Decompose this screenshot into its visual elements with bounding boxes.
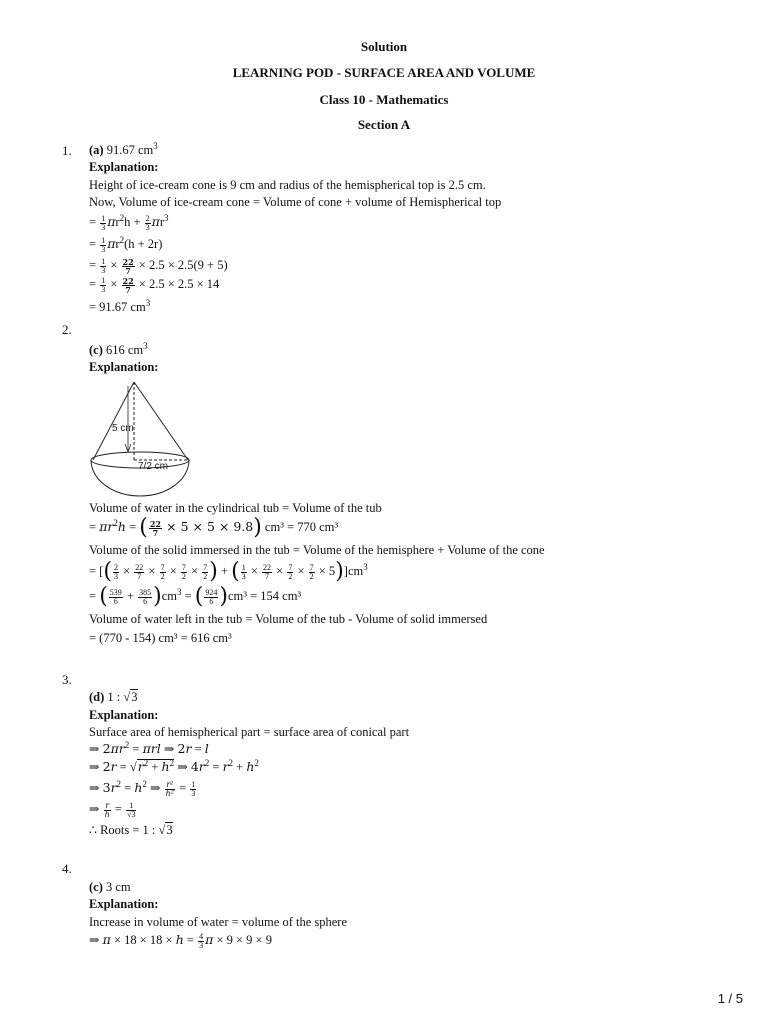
question-1-number: 1. [62,143,72,158]
question-2-line-1: Volume of water in the cylindrical tub = Volume of the tub [89,501,382,515]
section-title: Section A [357,117,411,132]
question-1-explanation-label: Explanation: [89,160,159,174]
question-3-answer: (d) 1 : √3 [89,690,138,704]
question-4-step-1: ⇒ π × 18 × 18 × h = $\frac{4}{3}$ π × 9 × 9 × 9 [89,931,272,950]
question-2-answer: (c) 616 $cm^3$ [89,341,148,357]
class-subtitle: Class 10 - Mathematics [319,92,449,107]
question-1-line-1: Height of ice-cream cone is 9 cm and radius of the hemispherical top is 2.5 cm. [89,178,486,192]
question-4-line-1: Increase in volume of water = volume of the sphere [89,915,347,929]
question-2-line-4: Volume of water left in the tub = Volume of the tub - Volume of solid immersed [89,612,488,626]
cone-hemisphere-figure [88,378,198,500]
question-3-number: 3. [62,672,72,687]
question-2-number: 2. [62,322,72,337]
question-3-line-1: Surface area of hemispherical part = surface area of conical part [89,725,410,739]
question-2-explanation-label: Explanation: [89,360,159,374]
question-3-roots: ∴ Roots = 1 : √3 [89,823,173,837]
answer-value: 3 cm [106,880,131,894]
question-1-step-1: = $\frac{1}{3}$ $\pi r^2h$ + $\frac{2}{3}$ $\pi r^3$ [89,213,169,232]
question-3-explanation-label: Explanation: [89,708,159,722]
question-3-step-1: ⇒ $2\pi r^2 = \pi rl$ ⇒ 2r = l [89,740,209,756]
question-1-step-2: = $\frac{1}{3}$ $\pi r^2(h + 2r)$ [89,235,163,254]
answer-option: (a) [89,143,104,157]
question-3-step-2: ⇒ $2r = √r^2 + h^2$ ⇒ $4r^2 = r^2 + h^2$ [89,758,259,774]
question-4-number: 4. [62,861,72,876]
answer-value: 91.67 cm [106,143,154,157]
question-2-line-5: = (770 - 154) cm³ = 616 cm³ [89,631,232,645]
question-1-answer: (a) 91.67 $cm^3$ [89,141,158,157]
answer-option: (c) [89,343,103,357]
radius-label: 7/2 cm [138,461,169,472]
question-1-line-2: Now, Volume of ice-cream cone = Volume of cone + volume of Hemispherical top [89,195,502,209]
question-1-result: = 91.67 $cm^3$ [89,298,151,314]
question-3-step-4: ⇒ $\frac{r}{h}$ = $\frac{1}{√3}$ [89,800,136,819]
question-2-line-2: Volume of the solid immersed in the tub = Volume of the hemisphere + Volume of the cone [89,543,545,557]
question-2-step-3: = ( $\frac{539}{6}$ + $\frac{385}{6}$ )$cm^3$ = ( $\frac{924}{6}$ )cm³ = 154 cm³ [89,584,302,610]
document-title: LEARNING POD - SURFACE AREA AND VOLUME [232,65,536,80]
question-1-step-4: = $\frac{1}{3}$ × $\frac{22}{7}$ × 2.5 × 2.5 × 14 [89,275,220,295]
question-1-step-3: = $\frac{1}{3}$ × $\frac{22}{7}$ × 2.5 × 2.5(9 + 5) [89,256,228,276]
question-2-step-1: = $\pi r^2h$ = ( $\frac{22}{7}$ × 5 × 5 × 9.8) cm³ = 770 cm³ [89,515,339,541]
question-4-explanation-label: Explanation: [89,897,159,911]
answer-option: (c) [89,880,103,894]
question-4-answer [89,879,131,895]
solution-heading: Solution [360,39,408,54]
slant-height-label: 5 cm [112,423,134,434]
answer-value: 616 cm [106,343,144,357]
answer-option: (d) [89,690,105,704]
answer-value: 1 : [107,690,124,704]
question-3-step-3: ⇒ $3r^2 = h^2$ ⇒ $\frac{\text{r²}}{\text{h²}}$ = $\frac{1}{3}$ [89,779,196,798]
page-indicator: 1 / 5 [717,991,743,1006]
question-2-step-2: = [( $\frac{2}{3}$ × $\frac{22}{7}$ × $\frac{7}{2}$ × $\frac{7}{2}$ × $\frac{7}{2}$ ) + ( $\frac{1}{3}$ × $\frac{22}{7}$ × $\frac{7}{2}$ × $\frac{7}{2}$ × $5)]cm^3$ [89,559,368,585]
